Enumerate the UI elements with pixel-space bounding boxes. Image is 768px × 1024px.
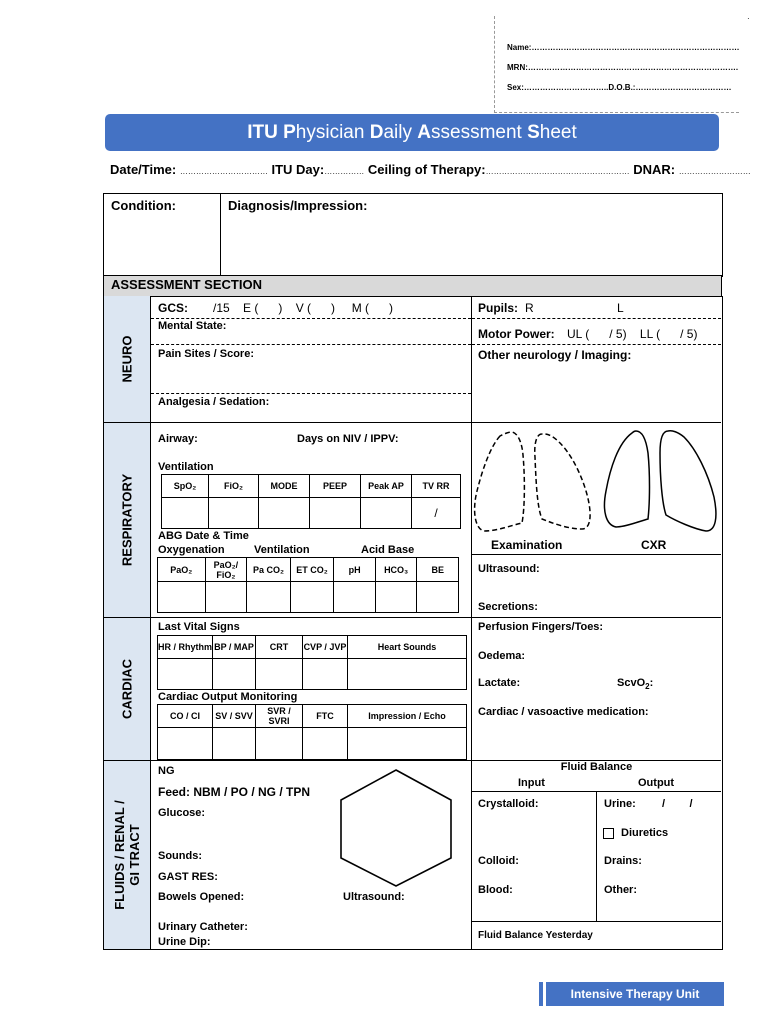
acid-base-label: Acid Base [361,544,415,556]
mental-state-label: Mental State: [158,320,227,332]
abg-header: Pa CO₂ [247,558,291,582]
divider [596,791,597,921]
section-divider [104,422,721,423]
fluid-balance-title: Fluid Balance [560,761,633,773]
co-header: Impression / Echo [348,705,467,728]
other-label: Other: [604,884,637,896]
neuro-side-label: NEURO [119,335,135,383]
pain-sites-label: Pain Sites / Score: [158,348,254,360]
title-letter: A [417,122,431,143]
co-header: SV / SVV [213,705,256,728]
title-word: heet [539,122,577,143]
vent-cell[interactable] [361,498,412,529]
co-header: FTC [303,705,348,728]
input-label: Input [518,777,545,789]
scvo2-text: ScvO [617,677,646,689]
divider [472,554,721,555]
diagnosis-label: Diagnosis/Impression: [228,198,368,213]
date-time-label: Date/Time: [110,162,177,177]
last-vital-signs-label: Last Vital Signs [158,621,240,633]
co-cell[interactable] [256,728,303,760]
vent-cell[interactable] [310,498,361,529]
ceiling-input[interactable]: ……………………………………………… [485,167,630,176]
vent-header: SpO₂ [162,475,209,498]
dnar-input[interactable]: ……………………… [678,167,751,176]
vent-header: MODE [259,475,310,498]
fluids-side-line1: FLUIDS / RENAL / [112,800,127,910]
abg-cell[interactable] [247,582,291,613]
vent-cell[interactable] [162,498,209,529]
vent-cell[interactable] [209,498,259,529]
vital-cell[interactable] [158,659,213,690]
sex-dob-field[interactable]: Sex:…………………………..D.O.B.:……………………………… [507,83,732,92]
abg-table [157,557,459,613]
vent-header: FiO₂ [209,475,259,498]
section-divider [104,617,721,618]
header-fields [110,162,751,177]
cardiac-side-label: CARDIAC [119,659,135,719]
neuro-side-panel [104,296,151,422]
gcs-label: GCS: [158,301,188,315]
gast-res-label: GAST RES: [158,871,218,883]
vital-cell[interactable] [303,659,348,690]
vent-header: PEEP [310,475,361,498]
abg-cell[interactable] [158,582,206,613]
divider [151,344,471,345]
divider [472,318,721,319]
divider [151,318,471,319]
cxr-label: CXR [641,538,667,552]
title-word: aily [383,122,412,143]
title-word: ssessment [431,122,522,143]
abg-cell[interactable] [417,582,459,613]
ultrasound-label: Ultrasound: [343,891,405,903]
exam-right-lung-icon [475,432,525,531]
co-header: CO / CI [158,705,213,728]
urine-slashes[interactable]: / / [662,798,693,810]
oxygenation-label: Oxygenation [158,544,225,556]
patient-label-box [494,16,739,113]
vital-header: Heart Sounds [348,636,467,659]
ultrasound-label: Ultrasound: [478,563,540,575]
divider [472,921,721,922]
vital-header: BP / MAP [213,636,256,659]
co-table [157,704,467,760]
fluids-side-label [112,800,142,910]
motor-power-label: Motor Power: [478,327,555,341]
pupils-l[interactable]: L [617,301,624,315]
abg-cell[interactable] [334,582,376,613]
name-field[interactable]: Name:…………………………………………………………………… [507,43,740,52]
glucose-label: Glucose: [158,807,206,819]
vital-cell[interactable] [213,659,256,690]
vent-cell[interactable] [259,498,310,529]
gcs-detail[interactable]: /15 E ( ) V ( ) M ( ) [213,301,394,315]
co-cell[interactable] [303,728,348,760]
abg-header: BE [417,558,459,582]
exam-left-lung-icon [535,434,590,529]
lactate-label: Lactate: [478,677,521,689]
respiratory-side-label: RESPIRATORY [119,473,135,567]
cxr-left-lung-icon [660,431,716,531]
vital-cell[interactable] [256,659,303,690]
ventilation-label: Ventilation [158,461,214,473]
assessment-section-title: ASSESSMENT SECTION [111,277,262,292]
cxr-right-lung-icon [604,431,649,527]
vasoactive-label: Cardiac / vasoactive medication: [478,706,649,718]
niv-label: Days on NIV / IPPV: [297,433,399,445]
abg-header: pH [334,558,376,582]
title-word: hysician [295,122,365,143]
pupils-label: Pupils: [478,301,519,315]
abg-label: ABG Date & Time [158,530,249,542]
footer-unit-badge: Intensive Therapy Unit [543,982,724,1006]
feed-label: Feed: NBM / PO / NG / TPN [158,785,311,799]
column-divider [471,296,472,949]
divider [151,393,471,394]
secretions-label: Secretions: [478,601,538,613]
vital-header: CVP / JVP [303,636,348,659]
lungs-diagram [472,425,721,537]
abg-cell[interactable] [290,582,334,613]
pupils-r[interactable]: R [525,301,534,315]
motor-power-detail[interactable]: UL ( / 5) LL ( / 5) [567,327,698,341]
abg-header: ET CO₂ [290,558,334,582]
divider [472,344,721,345]
abg-cell[interactable] [205,582,247,613]
condition-box [103,193,723,277]
ventilation-table [161,474,461,529]
oedema-label: Oedema: [478,650,526,662]
fluids-side-panel [104,761,151,949]
ventilation2-label: Ventilation [254,544,310,556]
title-letter: S [527,122,540,143]
bowels-label: Bowels Opened: [158,891,245,903]
airway-label: Airway: [158,433,198,445]
title-letter: D [369,122,384,143]
colloid-label: Colloid: [478,855,519,867]
vent-header: Peak AP [361,475,412,498]
ng-label: NG [158,765,175,777]
abg-header: HCO₃ [375,558,417,582]
respiratory-side-panel [104,423,151,617]
ceiling-label: Ceiling of Therapy: [367,162,486,177]
co-cell[interactable] [348,728,467,760]
blood-label: Blood: [478,884,513,896]
output-label: Output [638,777,675,789]
itu-day-label: ITU Day: [271,162,325,177]
itu-day-input[interactable]: …………… [324,167,365,176]
co-header: SVR / SVRI [256,705,303,728]
co-cell[interactable] [213,728,256,760]
catheter-label: Urinary Catheter: [158,921,248,933]
page-title [105,114,719,151]
drains-label: Drains: [604,855,642,867]
sounds-label: Sounds: [158,850,202,862]
date-time-input[interactable]: …………………………… [179,167,268,176]
diuretics-checkbox[interactable] [603,828,614,839]
vital-header: HR / Rhythm [158,636,213,659]
divider [220,193,221,276]
vent-header: TV RR [412,475,461,498]
corner-dot: · [747,14,750,23]
vital-cell[interactable] [348,659,467,690]
condition-label: Condition: [111,198,176,213]
co-cell[interactable] [158,728,213,760]
perfusion-label: Perfusion Fingers/Toes: [478,621,604,633]
vital-signs-table [157,635,467,690]
mrn-field[interactable]: MRN:……………………………………………………………………. [507,63,739,72]
vent-cell-tvrr[interactable]: / [412,498,461,529]
scvo2-label: ScvO$_2$: [617,677,654,692]
abg-header: PaO₂/ FiO₂ [205,558,247,582]
title-word: ITU [247,122,278,143]
abg-header: PaO₂ [158,558,206,582]
fluids-side-line2: GI TRACT [127,824,142,886]
dnar-label: DNAR: [633,162,676,177]
crystalloid-label: Crystalloid: [478,798,539,810]
diuretics-label: Diuretics [621,827,669,839]
examination-label: Examination [491,538,563,552]
abg-cell[interactable] [375,582,417,613]
urine-dip-label: Urine Dip: [158,936,211,948]
analgesia-label: Analgesia / Sedation: [158,396,270,408]
other-neurology-label: Other neurology / Imaging: [478,348,632,362]
cardiac-side-panel [104,618,151,760]
fluid-balance-yesterday-label: Fluid Balance Yesterday [478,930,593,941]
urine-label: Urine: [604,798,636,810]
abdomen-hexagon-icon [338,768,454,888]
co-monitoring-label: Cardiac Output Monitoring [158,691,298,703]
title-letter: P [283,122,296,143]
vital-header: CRT [256,636,303,659]
